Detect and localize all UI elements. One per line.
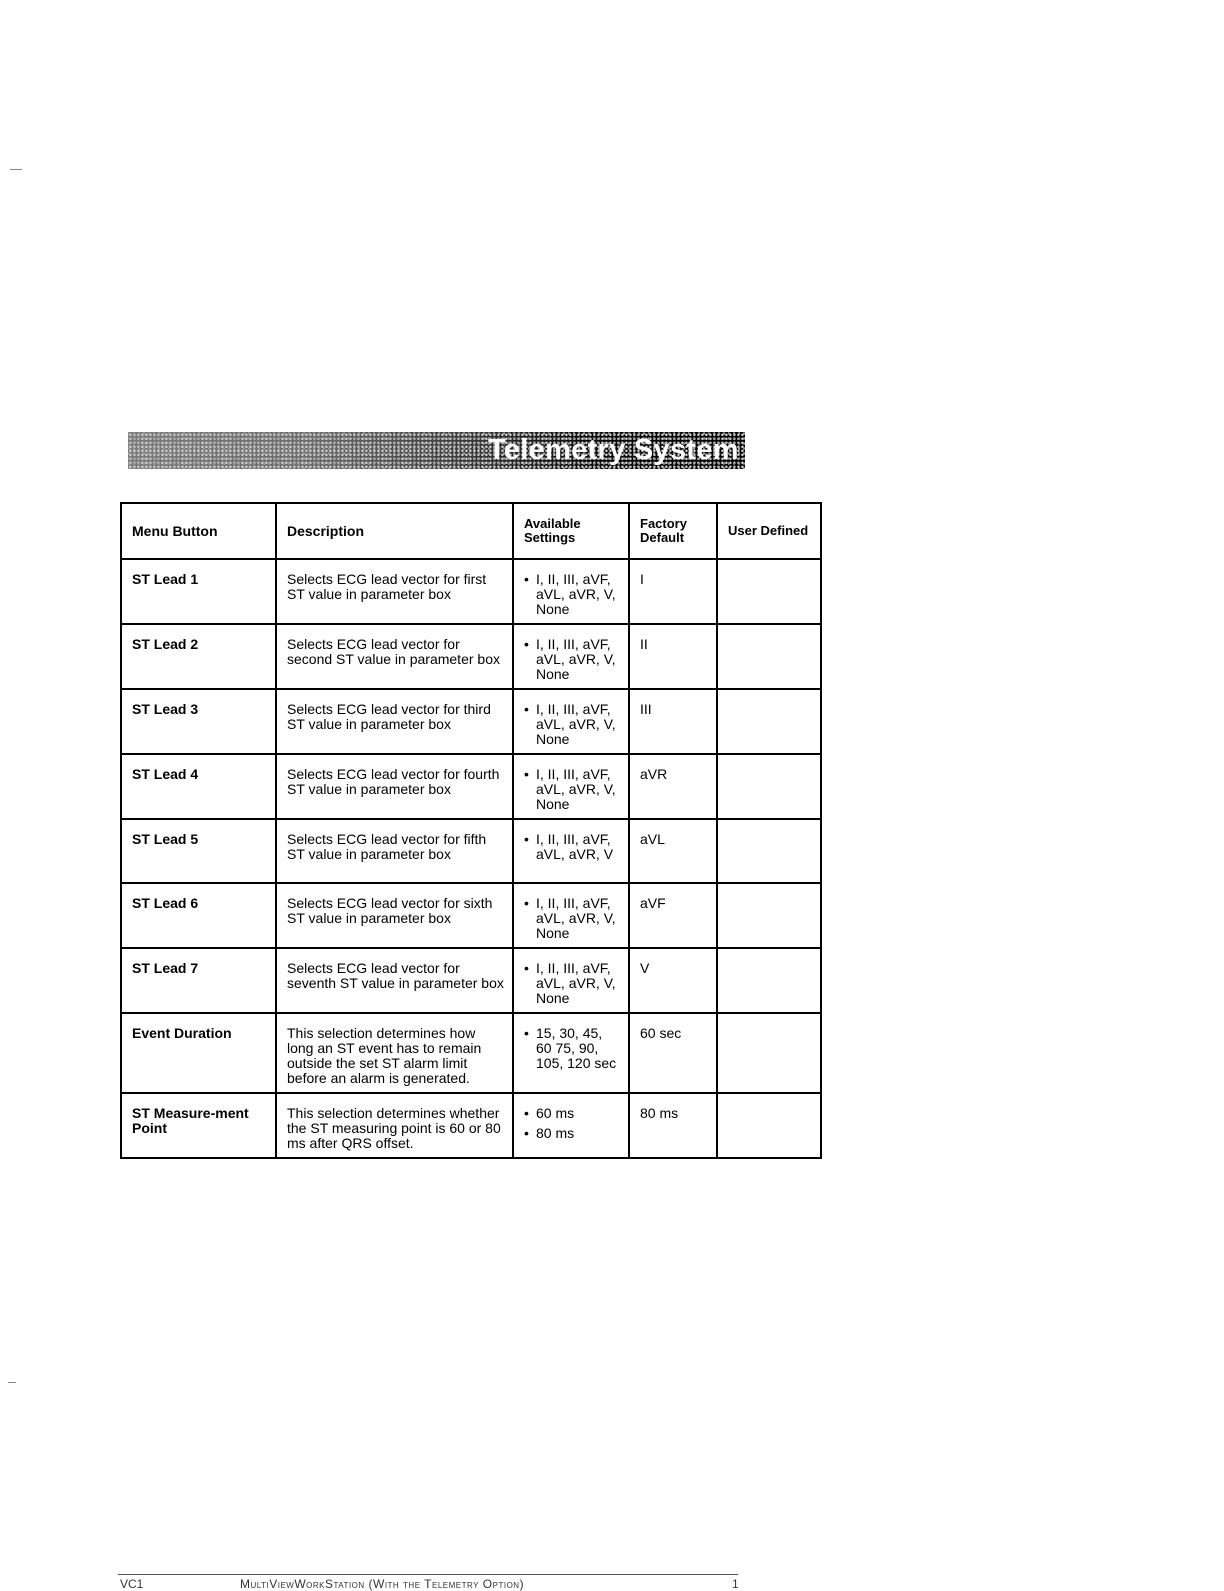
margin-mark [8, 1382, 16, 1383]
table-row [121, 624, 821, 689]
table-row [121, 819, 821, 883]
header-available-settings: Available Settings [513, 503, 629, 559]
footer-rule [118, 1574, 738, 1575]
settings-list [524, 896, 620, 941]
cell-available-settings [513, 1013, 629, 1093]
header-user-defined: User Defined [717, 503, 821, 559]
header-menu-button: Menu Button [121, 503, 276, 559]
cell-factory-default: III [629, 689, 717, 754]
settings-list-item: • 80 ms [524, 1126, 620, 1141]
settings-list [524, 637, 620, 682]
section-banner [128, 432, 767, 469]
settings-list-item: • I, II, III, aVF, aVL, aVR, V, None [524, 767, 620, 812]
settings-list-item: • I, II, III, aVF, aVL, aVR, V, None [524, 637, 620, 682]
settings-list-item: • I, II, III, aVF, aVL, aVR, V, None [524, 961, 620, 1006]
cell-user-defined [717, 559, 821, 624]
table-row [121, 1013, 821, 1093]
cell-description: Selects ECG lead vector for third ST value in parameter box [276, 689, 513, 754]
cell-description: Selects ECG lead vector for first ST value in parameter box [276, 559, 513, 624]
cell-menu-button: ST Lead 2 [121, 624, 276, 689]
cell-factory-default: V [629, 948, 717, 1013]
cell-description: Selects ECG lead vector for fourth ST value in parameter box [276, 754, 513, 819]
cell-user-defined [717, 754, 821, 819]
cell-available-settings [513, 948, 629, 1013]
footer-code: VC1 [120, 1577, 144, 1591]
settings-list-item: • 15, 30, 45, 60 75, 90, 105, 120 sec [524, 1026, 620, 1071]
cell-factory-default: aVL [629, 819, 717, 883]
cell-menu-button: ST Lead 7 [121, 948, 276, 1013]
cell-factory-default: II [629, 624, 717, 689]
settings-table [120, 502, 822, 1159]
cell-menu-button: ST Measure-ment Point [121, 1093, 276, 1158]
settings-list [524, 961, 620, 1006]
cell-menu-button: ST Lead 6 [121, 883, 276, 948]
section-title: Telemetry System S [488, 434, 767, 466]
cell-menu-button: Event Duration [121, 1013, 276, 1093]
cell-description: Selects ECG lead vector for sixth ST value in parameter box [276, 883, 513, 948]
footer-title: MultiViewWorkStation (With the Telemetry Option) [240, 1577, 525, 1591]
table-row [121, 754, 821, 819]
cell-available-settings [513, 624, 629, 689]
cell-menu-button: ST Lead 4 [121, 754, 276, 819]
table-row [121, 883, 821, 948]
settings-list-item: • I, II, III, aVF, aVL, aVR, V, None [524, 896, 620, 941]
cell-user-defined [717, 1013, 821, 1093]
footer-page-number: 1 [732, 1577, 739, 1591]
cell-menu-button: ST Lead 1 [121, 559, 276, 624]
cell-available-settings [513, 559, 629, 624]
cell-factory-default: 80 ms [629, 1093, 717, 1158]
settings-list-item: • 60 ms [524, 1106, 620, 1121]
settings-list [524, 767, 620, 812]
settings-list-item: • I, II, III, aVF, aVL, aVR, V [524, 832, 620, 862]
cell-menu-button: ST Lead 5 [121, 819, 276, 883]
table-row [121, 948, 821, 1013]
cell-user-defined [717, 883, 821, 948]
cell-description: Selects ECG lead vector for second ST value in parameter box [276, 624, 513, 689]
header-description: Description [276, 503, 513, 559]
cell-available-settings [513, 1093, 629, 1158]
cell-description: This selection determines how long an ST event has to remain outside the set ST alarm limit before an alarm is generated. [276, 1013, 513, 1093]
cell-user-defined [717, 948, 821, 1013]
settings-list [524, 572, 620, 617]
cell-description: This selection determines whether the ST measuring point is 60 or 80 ms after QRS offset. [276, 1093, 513, 1158]
margin-mark [10, 169, 22, 170]
settings-list [524, 832, 620, 862]
cell-user-defined [717, 819, 821, 883]
settings-list-item: • I, II, III, aVF, aVL, aVR, V, None [524, 572, 620, 617]
table-header-row [121, 503, 821, 559]
cell-available-settings [513, 819, 629, 883]
cell-available-settings [513, 883, 629, 948]
cell-factory-default: aVF [629, 883, 717, 948]
header-factory-default: Factory Default [629, 503, 717, 559]
settings-list [524, 702, 620, 747]
cell-available-settings [513, 689, 629, 754]
table-row [121, 689, 821, 754]
cell-available-settings [513, 754, 629, 819]
cell-user-defined [717, 1093, 821, 1158]
cell-user-defined [717, 689, 821, 754]
cell-description: Selects ECG lead vector for fifth ST value in parameter box [276, 819, 513, 883]
cell-factory-default: 60 sec [629, 1013, 717, 1093]
settings-list [524, 1106, 620, 1141]
settings-table-container [120, 502, 809, 1162]
cell-factory-default: I [629, 559, 717, 624]
table-row [121, 559, 821, 624]
cell-user-defined [717, 624, 821, 689]
settings-list [524, 1026, 620, 1071]
cell-menu-button: ST Lead 3 [121, 689, 276, 754]
settings-list-item: • I, II, III, aVF, aVL, aVR, V, None [524, 702, 620, 747]
page-footer [120, 1577, 739, 1591]
cell-factory-default: aVR [629, 754, 717, 819]
table-row [121, 1093, 821, 1158]
cell-description: Selects ECG lead vector for seventh ST value in parameter box [276, 948, 513, 1013]
